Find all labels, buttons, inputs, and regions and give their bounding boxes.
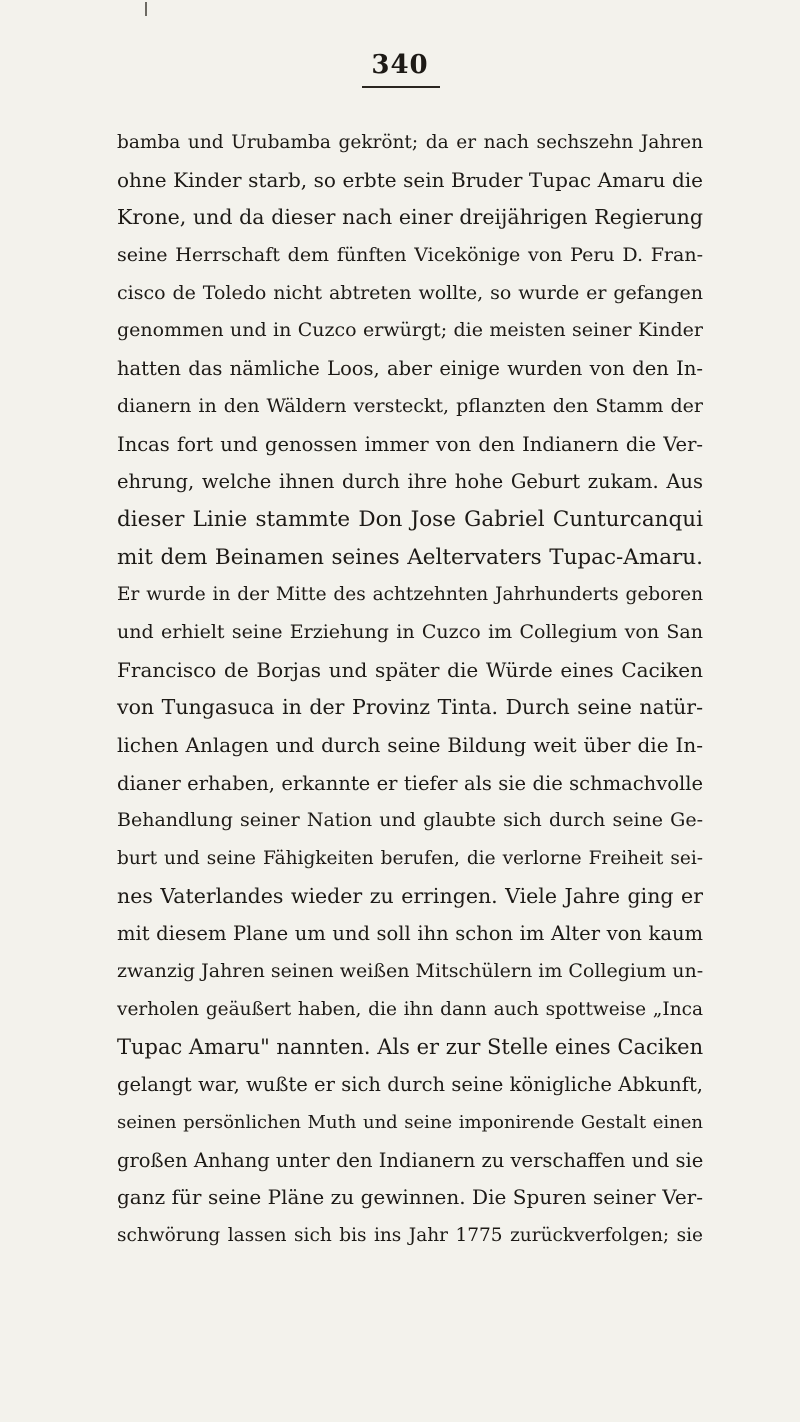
text-line: Behandlung seiner Nation und glaubte sich durch seine Ge- [117,809,703,832]
text-line: seinen persönlichen Muth und seine imponirende Gestalt einen [117,1111,703,1133]
text-line: gelangt war, wußte er sich durch seine königliche Abkunft, [117,1073,703,1097]
text-line: Incas fort und genossen immer von den Indianern die Ver- [117,432,703,456]
text-line: großen Anhang unter den Indianern zu verschaffen und sie [117,1148,703,1172]
text-line: Er wurde in der Mitte des achtzehnten Jahrhunderts geboren [117,584,703,606]
text-line: ganz für seine Pläne zu gewinnen. Die Spuren seiner Ver- [117,1185,703,1210]
text-line: mit dem Beinamen seines Aeltervaters Tupac-Amaru. [117,544,703,570]
text-line: bamba und Urubamba gekrönt; da er nach sechszehn Jahren [117,132,703,153]
text-line: Francisco de Borjas und später die Würde eines Caciken [117,657,703,682]
text-line: ehrung, welche ihnen durch ihre hohe Geburt zukam. Aus [117,470,703,494]
page-number: 340 [371,50,429,80]
text-line: nes Vaterlandes wieder zu erringen. Viele Jahre ging er [117,883,703,908]
text-line: genommen und in Cuzco erwürgt; die meisten seiner Kinder [117,319,703,342]
text-line: dianer erhaben, erkannte er tiefer als sie die schmachvolle [117,771,703,795]
text-line: burt und seine Fähigkeiten berufen, die verlorne Freiheit sei- [117,848,703,870]
text-line: cisco de Toledo nicht abtreten wollte, so wurde er gefangen [117,281,703,304]
text-line: mit diesem Plane um und soll ihn schon im Alter von kaum [117,922,703,946]
text-line: von Tungasuca in der Provinz Tinta. Durch seine natür- [117,695,703,720]
scan-margin-mark [145,2,147,16]
text-line: und erhielt seine Erziehung in Cuzco im Collegium von San [117,620,703,643]
text-line: ohne Kinder starb, so erbte sein Bruder Tupac Amaru die [117,167,703,192]
text-line: zwanzig Jahren seinen weißen Mitschülern im Collegium un- [117,960,703,983]
page-number-underline [362,86,440,88]
body-text [117,124,703,1255]
text-line: Krone, und da dieser nach einer dreijährigen Regierung [117,205,703,230]
text-line: hatten das nämliche Loos, aber einige wurden von den In- [117,357,703,381]
text-line: schwörung lassen sich bis ins Jahr 1775 zurückverfolgen; sie [117,1224,703,1246]
text-line: lichen Anlagen und durch seine Bildung weit über die In- [117,733,703,757]
text-line: verholen geäußert haben, die ihn dann auch spottweise „Inca [117,998,703,1020]
text-line: seine Herrschaft dem fünften Vicekönige von Peru D. Fran- [117,244,703,267]
text-line: dianern in den Wäldern versteckt, pflanzten den Stamm der [117,394,703,417]
text-line: dieser Linie stammte Don Jose Gabriel Cunturcanqui [117,506,703,532]
text-line: Tupac Amaru" nannten. Als er zur Stelle eines Caciken [117,1034,703,1059]
